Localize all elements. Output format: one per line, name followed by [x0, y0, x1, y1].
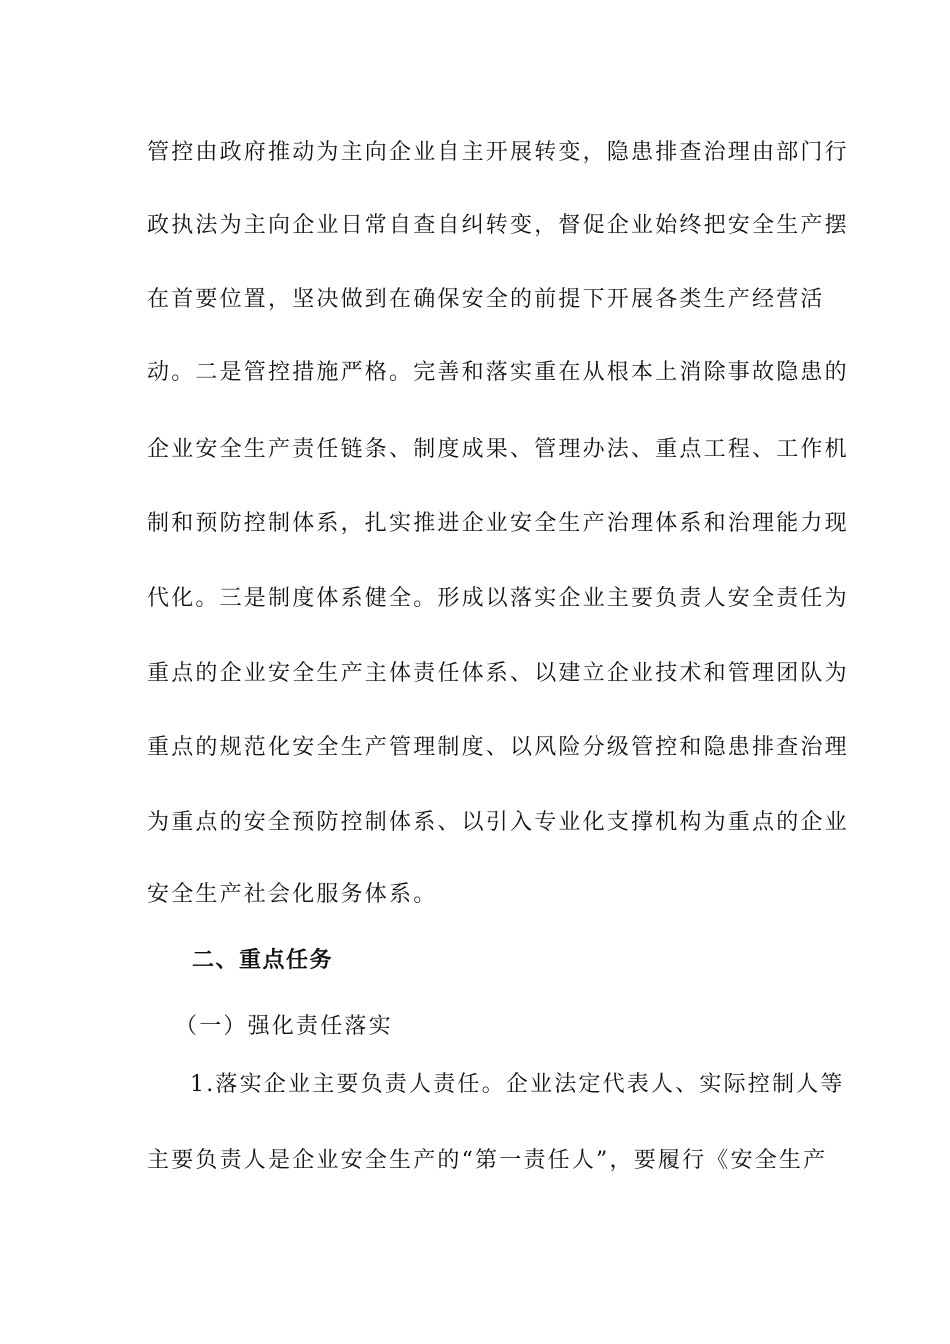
body-text-line: 为重点的安全预防控制体系、以引入专业化支撑机构为重点的企业	[147, 810, 849, 835]
subsection-heading: （一）强化责任落实	[175, 1014, 393, 1039]
body-text-line: 重点的企业安全生产主体责任体系、以建立企业技术和管理团队为	[147, 661, 849, 686]
body-text-line: 管控由政府推动为主向企业自主开展转变，隐患排查治理由部门行	[147, 140, 849, 165]
body-text-line: 动。二是管控措施严格。完善和落实重在从根本上消除事故隐患的	[147, 360, 849, 385]
body-text-line: 主要负责人是企业安全生产的“第一责任人”，要履行《安全生产	[147, 1148, 828, 1173]
section-heading: 二、重点任务	[192, 948, 334, 973]
body-text-line: 企业安全生产责任链条、制度成果、管理办法、重点工程、工作机	[147, 437, 849, 462]
body-text-line: 在首要位置，坚决做到在确保安全的前提下开展各类生产经营活	[147, 287, 825, 312]
body-text-line: 重点的规范化安全生产管理制度、以风险分级管控和隐患排查治理	[147, 735, 849, 760]
body-text-line: 安全生产社会化服务体系。	[147, 882, 438, 907]
body-text-line: 1.落实企业主要负责人责任。企业法定代表人、实际控制人等	[190, 1072, 845, 1097]
body-text-line: 代化。三是制度体系健全。形成以落实企业主要负责人安全责任为	[147, 586, 849, 611]
body-text-line: 政执法为主向企业日常自查自纠转变，督促企业始终把安全生产摆	[147, 213, 849, 238]
body-text-line: 制和预防控制体系，扎实推进企业安全生产治理体系和治理能力现	[147, 511, 849, 536]
